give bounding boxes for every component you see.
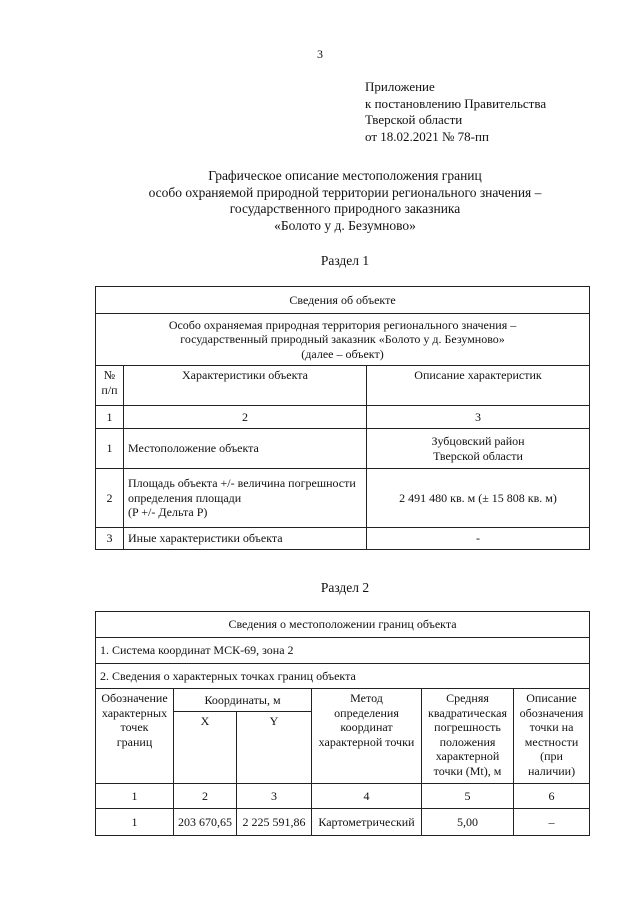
index-cell: 2 (174, 784, 237, 809)
page-number: 3 (317, 47, 323, 61)
header-line: Описание (526, 691, 577, 705)
header-line: точки на (529, 720, 574, 734)
table-caption: Сведения о местоположении границ объекта (96, 612, 590, 638)
name-line: (P +/- Дельта P) (128, 505, 208, 520)
header-y: Y (237, 712, 312, 784)
row-name: Местоположение объекта (124, 429, 367, 469)
header-line: характерных (101, 705, 168, 720)
header-line: характерной точки (318, 734, 415, 749)
title-line: Графическое описание местоположения границ (208, 168, 482, 183)
document-title (0, 168, 640, 234)
row-num: 1 (96, 429, 124, 469)
row-value (367, 429, 590, 469)
appendix-line: Приложение (365, 79, 435, 94)
value-line: Тверской области (433, 448, 523, 463)
header-line: Метод (350, 691, 383, 705)
table-row (96, 469, 590, 528)
index-cell: 2 (124, 406, 367, 429)
object-name-line: Особо охраняемая природная территория регионального значения – (168, 317, 517, 332)
point-method: Картометрический (312, 809, 422, 836)
header-line: местности (524, 734, 579, 749)
coord-system-row: 1. Система координат МСК-69, зона 2 (96, 638, 590, 664)
value-line: Зубцовский район (431, 434, 525, 448)
index-cell: 6 (514, 784, 590, 809)
title-line: особо охраняемой природной территории регионального значения – (148, 184, 542, 200)
index-cell: 1 (96, 406, 124, 429)
table-row (96, 429, 590, 469)
header-line: квадратическая (428, 705, 507, 720)
index-cell: 1 (96, 784, 174, 809)
name-line: определения площади (128, 490, 242, 505)
header-line: (при (540, 749, 563, 763)
section-2-heading: Раздел 2 (320, 580, 370, 595)
header-num (96, 366, 124, 406)
section-1-heading: Раздел 1 (320, 253, 370, 268)
header-line: погрешность (434, 720, 501, 734)
header-coords: Координаты, м (174, 689, 312, 712)
index-cell: 5 (422, 784, 514, 809)
row-num: 3 (96, 528, 124, 550)
header-error (422, 689, 514, 784)
object-name-line: (далее – объект) (301, 346, 384, 361)
row-value: 2 491 480 кв. м (± 15 808 кв. м) (367, 469, 590, 528)
table-row (96, 528, 590, 550)
object-name-cell (96, 314, 590, 366)
point-error: 5,00 (422, 809, 514, 836)
index-cell: 4 (312, 784, 422, 809)
header-line: точек (120, 720, 149, 734)
header-line: характерной (435, 749, 500, 763)
points-caption-row: 2. Сведения о характерных точках границ объекта (96, 664, 590, 689)
index-cell: 3 (237, 784, 312, 809)
index-cell: 3 (367, 406, 590, 429)
row-name: Иные характеристики объекта (124, 528, 367, 550)
table-caption: Сведения об объекте (96, 287, 590, 314)
table-row (96, 809, 590, 836)
header-method (312, 689, 422, 784)
header-line: границ (116, 734, 153, 749)
row-name (124, 469, 367, 528)
appendix-line: к постановлению Правительства (365, 95, 547, 111)
appendix-line: Тверской области (365, 112, 463, 127)
title-line: «Болото у д. Безумново» (274, 217, 416, 233)
header-line: точки (Mt), м (433, 763, 502, 778)
point-id: 1 (96, 809, 174, 836)
header-point (96, 689, 174, 784)
row-num: 2 (96, 469, 124, 528)
point-y: 2 225 591,86 (237, 809, 312, 836)
header-line: положения (439, 734, 496, 749)
appendix-line: от 18.02.2021 № 78-пп (365, 128, 489, 144)
header-description: Описание характеристик (367, 366, 590, 406)
title-line: государственного природного заказника (229, 201, 461, 216)
point-description: – (514, 809, 590, 836)
header-line: Обозначение (101, 691, 168, 705)
point-x: 203 670,65 (174, 809, 237, 836)
header-line: определения (334, 705, 399, 720)
header-x: X (174, 712, 237, 784)
header-line: наличии) (527, 763, 576, 778)
header-num-line: п/п (101, 382, 118, 397)
boundary-points-table (95, 611, 590, 836)
header-point-description (514, 689, 590, 784)
object-name-line: государственный природный заказник «Болото у д. Безумново» (180, 332, 505, 347)
object-info-table (95, 286, 590, 550)
header-line: Средняя (446, 691, 489, 705)
appendix-block (365, 79, 546, 145)
header-line: координат (340, 720, 393, 734)
row-value: - (367, 528, 590, 550)
header-characteristic: Характеристики объекта (124, 366, 367, 406)
name-line: Площадь объекта +/- величина погрешности (128, 476, 356, 491)
header-line: обозначения (519, 705, 584, 720)
header-num-line: № (103, 368, 116, 382)
